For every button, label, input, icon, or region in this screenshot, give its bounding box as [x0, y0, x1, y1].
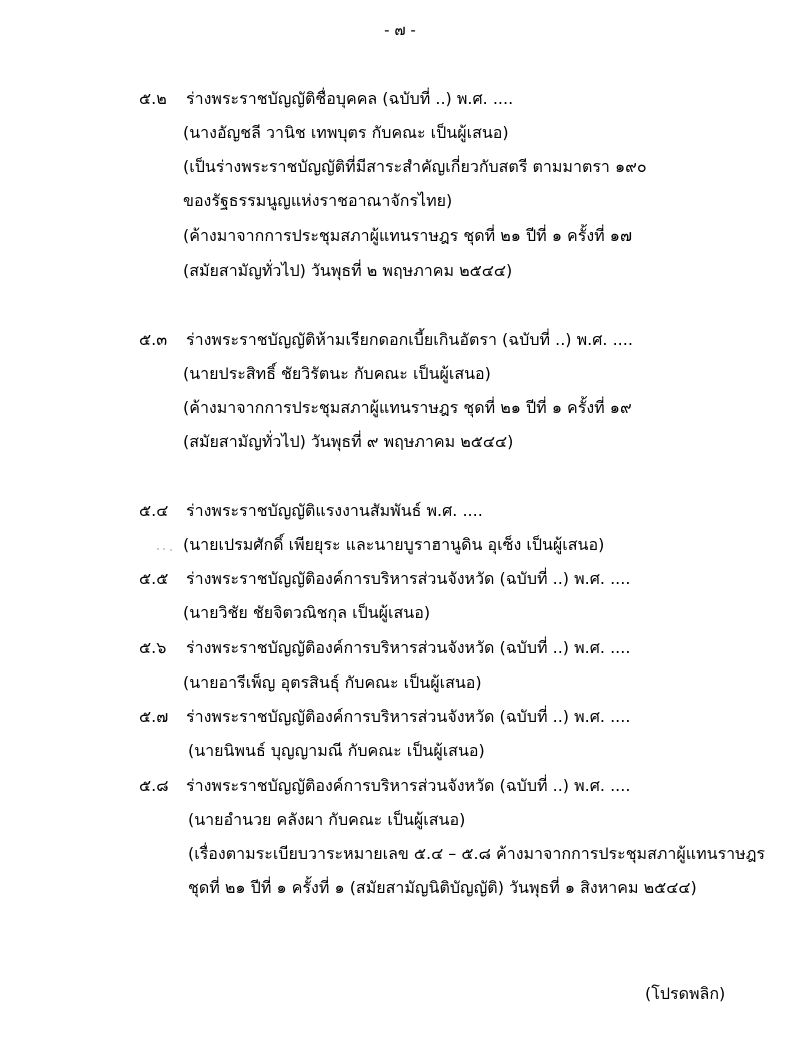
item-detail-line: (ค้างมาจากการประชุมสภาผู้แทนราษฎร ชุดที่ ๒๑ ปีที่ ๑ ครั้งที่ ๑๗ [183, 226, 632, 245]
please-turn-over-note: (โปรดพลิก) [645, 984, 726, 1003]
item-detail-line: ของรัฐธรรมนูญแห่งราชอาณาจักรไทย) [183, 191, 453, 210]
item-number: ๕.๒ [139, 89, 167, 108]
item-detail-line: (นายอำนวย คลังผา กับคณะ เป็นผู้เสนอ) [188, 810, 466, 829]
item-detail-line: (สมัยสามัญทั่วไป) วันพุธที่ ๙ พฤษภาคม ๒๕๔๔) [183, 432, 514, 451]
item-detail-line: (นางอัญชลี วานิช เทพบุตร กับคณะ เป็นผู้เสนอ) [183, 123, 509, 142]
item-number: ๕.๔ [139, 501, 169, 520]
item-detail-line: (นายอารีเพ็ญ อุตรสินธุ์ กับคณะ เป็นผู้เสนอ) [183, 673, 482, 692]
item-title: ร่างพระราชบัญญัติชื่อบุคคล (ฉบับที่ ..) พ.ศ. .... [186, 89, 514, 108]
item-number: ๕.๘ [139, 776, 169, 795]
item-title: ร่างพระราชบัญญัติองค์การบริหารส่วนจังหวัด (ฉบับที่ ..) พ.ศ. .... [186, 569, 631, 588]
item-detail-line: (เรื่องตามระเบียบวาระหมายเลข ๕.๔ – ๕.๘ ค้างมาจากการประชุมสภาผู้แทนราษฎร [188, 844, 766, 863]
item-detail-line: ชุดที่ ๒๑ ปีที่ ๑ ครั้งที่ ๑ (สมัยสามัญนิติบัญญัติ) วันพุธที่ ๑ สิงหาคม ๒๕๔๔) [188, 878, 697, 897]
item-title: ร่างพระราชบัญญัติองค์การบริหารส่วนจังหวัด (ฉบับที่ ..) พ.ศ. .... [186, 638, 631, 657]
scan-speck [157, 548, 159, 550]
item-number: ๕.๕ [139, 569, 169, 588]
item-detail-line: (นายเปรมศักดิ์ เพียยุระ และนายบูราฮานูดิน อุเซ็ง เป็นผู้เสนอ) [183, 535, 605, 554]
item-number: ๕.๖ [139, 638, 167, 657]
scan-speck [163, 548, 165, 550]
item-number: ๕.๓ [139, 330, 168, 349]
item-title: ร่างพระราชบัญญัติแรงงานสัมพันธ์ พ.ศ. .... [186, 501, 483, 520]
item-number: ๕.๗ [139, 707, 169, 726]
page-number: - ๗ - [384, 21, 416, 39]
item-title: ร่างพระราชบัญญัติองค์การบริหารส่วนจังหวัด (ฉบับที่ ..) พ.ศ. .... [186, 707, 631, 726]
scan-speck [170, 549, 172, 551]
item-title: ร่างพระราชบัญญัติห้ามเรียกดอกเบี้ยเกินอัตรา (ฉบับที่ ..) พ.ศ. .... [186, 330, 633, 349]
item-detail-line: (ค้างมาจากการประชุมสภาผู้แทนราษฎร ชุดที่ ๒๑ ปีที่ ๑ ครั้งที่ ๑๙ [183, 398, 632, 417]
item-title: ร่างพระราชบัญญัติองค์การบริหารส่วนจังหวัด (ฉบับที่ ..) พ.ศ. .... [186, 776, 631, 795]
item-detail-line: (นายนิพนธ์ บุญญามณี กับคณะ เป็นผู้เสนอ) [188, 741, 485, 760]
item-detail-line: (เป็นร่างพระราชบัญญัติที่มีสาระสำคัญเกี่ยวกับสตรี ตามมาตรา ๑๙๐ [183, 157, 647, 176]
item-detail-line: (นายวิชัย ชัยจิตวณิชกุล เป็นผู้เสนอ) [183, 603, 431, 622]
item-detail-line: (สมัยสามัญทั่วไป) วันพุธที่ ๒ พฤษภาคม ๒๕๔๔) [183, 261, 513, 280]
item-detail-line: (นายประสิทธิ์ ชัยวิรัตนะ กับคณะ เป็นผู้เสนอ) [183, 364, 491, 383]
